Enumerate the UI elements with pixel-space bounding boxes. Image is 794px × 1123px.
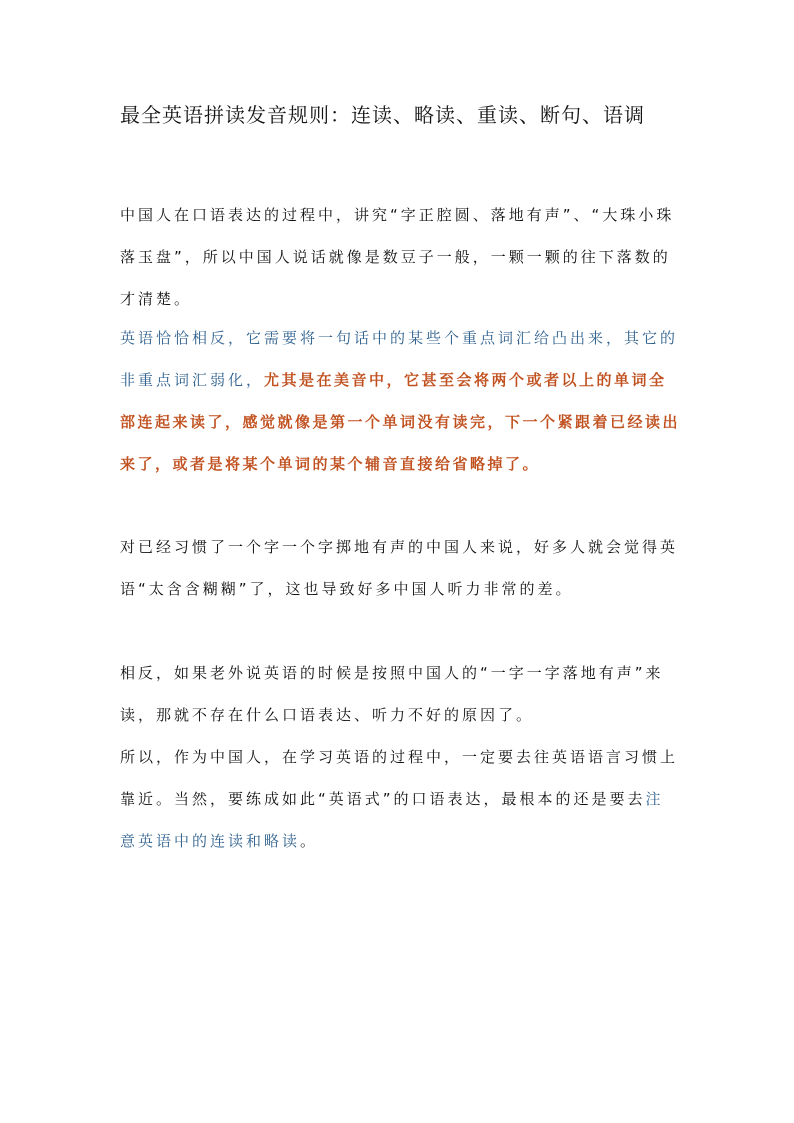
document-title: 最全英语拼读发音规则：连读、略读、重读、断句、语调 xyxy=(120,103,645,127)
paragraph-conclusion xyxy=(120,736,680,862)
paragraph-habit: 对已经习惯了一个字一个字掷地有声的中国人来说，好多人就会觉得英语“太含含糊糊”了，这也导致好多中国人听力非常的差。 xyxy=(120,538,679,598)
conclusion-lead-text: 所以，作为中国人，在学习英语的过程中，一定要去往英语语言习惯上靠近。当然，要练成如此“英语式”的口语表达，最根本的还是要去 xyxy=(120,748,679,808)
paragraph-english-contrast xyxy=(120,317,680,485)
highlight-blue-text: 注意英语中的连读和略读 xyxy=(120,790,664,850)
paragraph-intro: 中国人在口语表达的过程中，讲究“字正腔圆、落地有声”、“大珠小珠落玉盘”，所以中国人说话就像是数豆子一般，一颗一颗的往下落数的才清楚。 xyxy=(120,206,675,308)
paragraph-conversely: 相反，如果老外说英语的时候是按照中国人的“一字一字落地有声”来读，那就不存在什么口语表达、听力不好的原因了。 xyxy=(120,664,664,724)
conclusion-tail-text: 。 xyxy=(300,832,319,850)
highlight-blue-text: 英语恰恰相反，它需要将一句话中的某些个重点词汇给凸出来，其它的非重点词汇弱化， xyxy=(120,329,679,389)
highlight-orange-text: 尤其是在美音中，它甚至会将两个或者以上的单词全部连起来读了，感觉就像是第一个单词没有读完，下一个紧跟着已经读出来了，或者是将某个单词的某个辅音直接给省略掉了。 xyxy=(120,371,681,473)
